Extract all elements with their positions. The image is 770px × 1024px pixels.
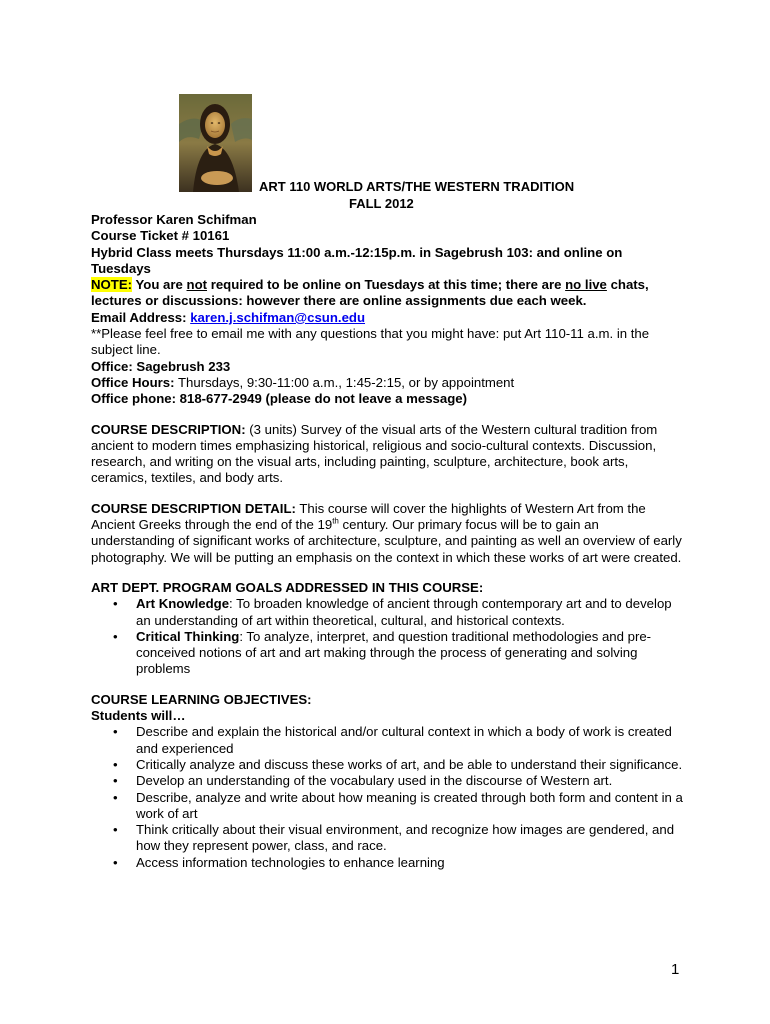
- note-label: NOTE:: [91, 277, 133, 293]
- bullet-icon: •: [113, 822, 118, 838]
- course-term: FALL 2012: [349, 196, 414, 211]
- course-description-detail: COURSE DESCRIPTION DETAIL: This course will cover the highlights of Western Art from the Ancient Greeks through the end of the 19th century. Our primary focus will be to gain an understanding of significant works of architecture, sculpture, and painting as well an overview of early photography. We will be putting an emphasis on the context in which these works of art were created.: [91, 500, 682, 565]
- list-item: • Access information technologies to enhance learning: [113, 854, 445, 870]
- syllabus-body: [91, 212, 683, 871]
- email-note: **Please feel free to email me with any questions that you might have: put Art 110-11 a.m. in the subject line.: [91, 326, 650, 358]
- bullet-icon: •: [113, 756, 118, 772]
- list-item: • Describe, analyze and write about how meaning is created through both form and content in a work of art: [113, 789, 683, 821]
- list-item: • Describe and explain the historical and/or cultural context in which a body of work is created and experienced: [113, 724, 672, 756]
- bullet-icon: •: [113, 724, 118, 740]
- course-ticket: Course Ticket # 10161: [91, 228, 230, 244]
- office-location: Office: Sagebrush 233: [91, 358, 231, 374]
- goals-heading: ART DEPT. PROGRAM GOALS ADDRESSED IN THIS COURSE:: [91, 579, 484, 595]
- list-item: • Develop an understanding of the vocabulary used in the discourse of Western art.: [113, 773, 613, 789]
- list-item: • Critically analyze and discuss these works of art, and be able to understand their significance.: [113, 756, 683, 772]
- hybrid-schedule: Hybrid Class meets Thursdays 11:00 a.m.-12:15p.m. in Sagebrush 103: and online on Tuesdays: [91, 244, 623, 276]
- office-hours: Office Hours: Thursdays, 9:30-11:00 a.m., 1:45-2:15, or by appointment: [91, 374, 515, 390]
- goals-list: [91, 596, 683, 677]
- objectives-subheading: Students will…: [91, 708, 186, 724]
- online-note: NOTE: You are not required to be online on Tuesdays at this time; there are no live chats, lectures or discussions: however there are online assignments due each week.: [91, 277, 649, 309]
- page-number: 1: [671, 961, 680, 978]
- bullet-icon: •: [113, 773, 118, 789]
- bullet-icon: •: [113, 789, 118, 805]
- email-line: Email Address: karen.j.schifman@csun.edu: [91, 309, 366, 325]
- bullet-icon: •: [113, 628, 118, 644]
- office-phone: Office phone: 818-677-2949 (please do not leave a message): [91, 391, 467, 407]
- email-link[interactable]: karen.j.schifman@csun.edu: [190, 309, 366, 325]
- bullet-icon: •: [113, 854, 118, 870]
- objectives-list: [91, 724, 683, 871]
- course-title: ART 110 WORLD ARTS/THE WESTERN TRADITION: [259, 179, 575, 194]
- course-description: COURSE DESCRIPTION: (3 units) Survey of the visual arts of the Western cultural tradition from ancient to modern times emphasizing historical, religious and socio-cultural contexts. Discussion, research, and writing on the visual arts, including painting, sculpture, architecture, book arts, ceramics, textiles, and body arts.: [91, 421, 658, 486]
- list-item: • Critical Thinking: To analyze, interpret, and question traditional methodologies and pre-conceived notions of art and art making through the process of generating and solving problems: [113, 628, 652, 677]
- bullet-icon: •: [113, 596, 118, 612]
- list-item: • Art Knowledge: To broaden knowledge of ancient through contemporary art and to develop an understanding of art within theoretical, cultural, and historical contexts.: [113, 596, 672, 628]
- list-item: • Think critically about their visual environment, and recognize how images are gendered, and how they represent power, class, and race.: [113, 822, 675, 854]
- objectives-heading: COURSE LEARNING OBJECTIVES:: [91, 691, 312, 707]
- mona-lisa-image: [179, 94, 252, 192]
- professor-name: Professor Karen Schifman: [91, 212, 257, 227]
